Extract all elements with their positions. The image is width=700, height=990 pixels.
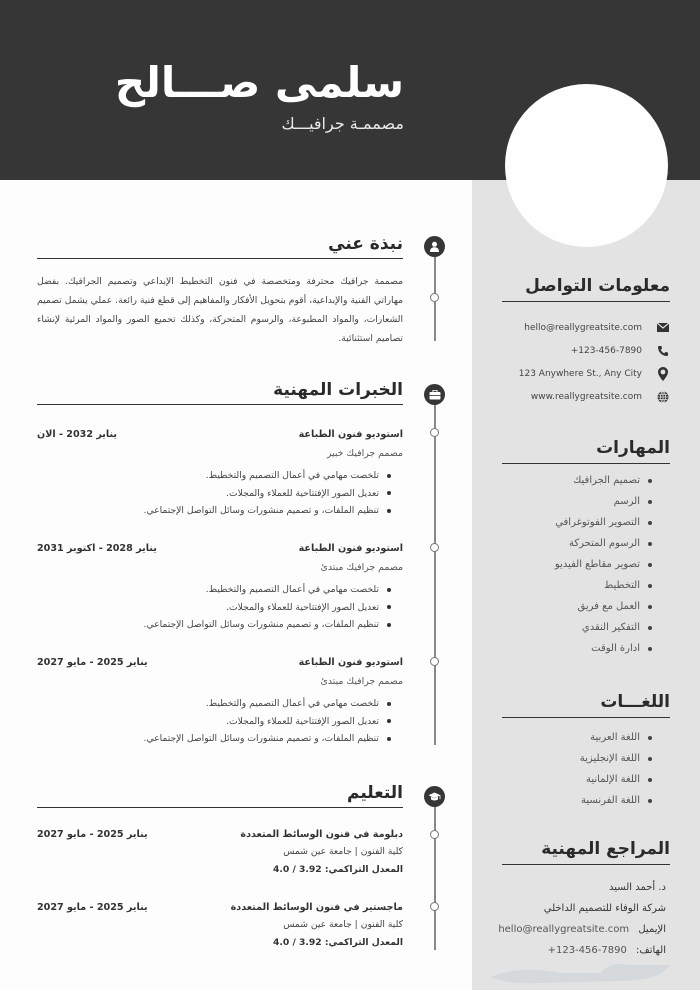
about-title: نبذة عني (37, 234, 403, 259)
school-name: كلية الفنون | جامعة عين شمس (283, 919, 403, 930)
date-range: يناير 2025 - مايو 2027 (37, 828, 148, 840)
contact-email[interactable]: hello@reallygreatsite.com (524, 322, 642, 333)
contact-phone-row (502, 339, 670, 362)
duty-item: تلخصت مهامي في أعمال التصميم والتخطيط. (37, 467, 403, 485)
skill-item: التخطيط (502, 575, 670, 596)
date-range: يناير 2032 - الان (37, 428, 118, 440)
degree-name: ماجستير في فنون الوسائط المتعددة (230, 901, 403, 913)
skill-item: تصوير مقاطع الفيديو (502, 554, 670, 575)
duty-item: تنظيم الملفات، و تصميم منشورات وسائل التواصل الإجتماعي. (37, 616, 403, 634)
skill-item: ادارة الوقت (502, 638, 670, 659)
references-title: المراجع المهنية (502, 839, 670, 865)
role-title: مصمم جرافيك مبتدئ (320, 676, 403, 687)
education-entry (37, 825, 403, 879)
duty-item: تنظيم الملفات، و تصميم منشورات وسائل التواصل الإجتماعي. (37, 730, 403, 748)
language-item: اللغة الإلمانية (502, 769, 670, 790)
duty-item: تلخصت مهامي في أعمال التصميم والتخطيط. (37, 581, 403, 599)
timeline-dot (430, 428, 439, 437)
job-title: مصممـة جرافيـــك (281, 114, 404, 133)
contact-address-row (502, 362, 670, 385)
graduation-cap-icon (424, 786, 445, 807)
contact-email-row (502, 316, 670, 339)
company-name: استوديو فنون الطباعة (298, 542, 403, 554)
skill-item: العمل مع فريق (502, 596, 670, 617)
school-name: كلية الفنون | جامعة عين شمس (283, 846, 403, 857)
about-text: مصممة جرافيك محترفة ومتخصصة في فنون التخطيط الإبداعي وتصميم الجرافيك. بفضل مهاراتي الفنية والإبداعية، أقوم بتحويل الأفكار والمفاهيم إلى قطع فنية رائعة. عملي يشمل تصميم الشعارات، والمواد المطبوعة، والرسوم المتحركة، وكذلك تحميع الصور والمواد المرئية لإنشاء تصاميم استثنائية. (37, 276, 403, 344)
language-item: اللغة الإنجليزية (502, 748, 670, 769)
date-range: يناير 2025 - مايو 2027 (37, 901, 148, 913)
language-item: اللغة الفرنسية (502, 790, 670, 811)
timeline-dot (430, 293, 439, 302)
role-title: مصمم جرافيك مبتدئ (320, 562, 403, 573)
contact-website-row (502, 385, 670, 408)
experience-entry (37, 424, 403, 520)
language-item: اللغة العربية (502, 727, 670, 748)
gpa: المعدل التراكمي: 3.92 / 4.0 (272, 937, 403, 948)
skill-item: الرسوم المتحركة (502, 533, 670, 554)
education-title: التعليم (37, 783, 403, 808)
reference-phone[interactable]: +123-456-7890 (547, 945, 627, 956)
briefcase-icon (424, 384, 445, 405)
duty-item: تنظيم الملفات، و تصميم منشورات وسائل التواصل الإجتماعي. (37, 502, 403, 520)
reference-email[interactable]: hello@reallygreatsite.com (498, 924, 630, 935)
skill-item: الرسم (502, 491, 670, 512)
experience-entry (37, 652, 403, 748)
profile-photo-placeholder (505, 84, 668, 247)
duty-item: تعديل الصور الإفتتاحية للعملاء والمجلات. (37, 485, 403, 503)
user-icon (424, 236, 445, 257)
skill-item: التصوير الفوتوغرافي (502, 512, 670, 533)
languages-section (502, 692, 670, 811)
globe-icon (656, 390, 670, 404)
languages-list (502, 727, 670, 811)
skill-item: التفكير النقدي (502, 617, 670, 638)
duty-item: تلخصت مهامي في أعمال التصميم والتخطيط. (37, 695, 403, 713)
duty-item: تعديل الصور الإفتتاحية للعملاء والمجلات. (37, 599, 403, 617)
education-entry (37, 898, 403, 952)
duties-list (37, 467, 403, 520)
gpa: المعدل التراكمي: 3.92 / 4.0 (272, 864, 403, 875)
reference-company: شركة الوفاء للتصميم الداخلي (543, 903, 666, 914)
date-range: يناير 2025 - مايو 2027 (37, 656, 148, 668)
languages-title: اللغـــات (502, 692, 670, 718)
watermark-logo (480, 955, 680, 989)
company-name: استوديو فنون الطباعة (298, 428, 403, 440)
reference-email-label: الإيميل (638, 924, 666, 935)
duties-list (37, 695, 403, 748)
skills-title: المهارات (502, 438, 670, 464)
timeline-dot (430, 657, 439, 666)
timeline-dot (430, 543, 439, 552)
role-title: مصمم جرافيك خبير (326, 448, 403, 459)
contact-phone[interactable]: +123-456-7890 (570, 345, 642, 356)
timeline-dot (430, 902, 439, 911)
contact-address: 123 Anywhere St., Any City (518, 368, 642, 379)
location-pin-icon (656, 367, 670, 381)
reference-name: د. أحمد السيد (609, 882, 666, 893)
duty-item: تعديل الصور الإفتتاحية للعملاء والمجلات. (37, 713, 403, 731)
timeline-dot (430, 830, 439, 839)
reference-phone-label: الهاتف: (636, 945, 666, 956)
skill-item: تصميم الجرافيك (502, 470, 670, 491)
experience-entry (37, 538, 403, 634)
phone-icon (656, 344, 670, 358)
reference-email-row (498, 919, 670, 940)
company-name: استوديو فنون الطباعة (298, 656, 403, 668)
contact-website[interactable]: www.reallygreatsite.com (530, 391, 642, 402)
candidate-name: سلمى صـــالح (114, 58, 404, 107)
timeline-line (434, 393, 436, 745)
timeline-line (434, 797, 436, 950)
date-range: يناير 2028 - اكتوبر 2031 (37, 542, 157, 554)
duties-list (37, 581, 403, 634)
skills-section (502, 438, 670, 659)
references-section (498, 839, 670, 961)
contact-section (502, 276, 670, 408)
experience-title: الخبرات المهنية (37, 380, 403, 405)
contact-title: معلومات التواصل (502, 276, 670, 302)
skills-list (502, 470, 670, 659)
degree-name: دبلومة في فنون الوسائط المتعددة (240, 828, 403, 840)
envelope-icon (656, 321, 670, 335)
